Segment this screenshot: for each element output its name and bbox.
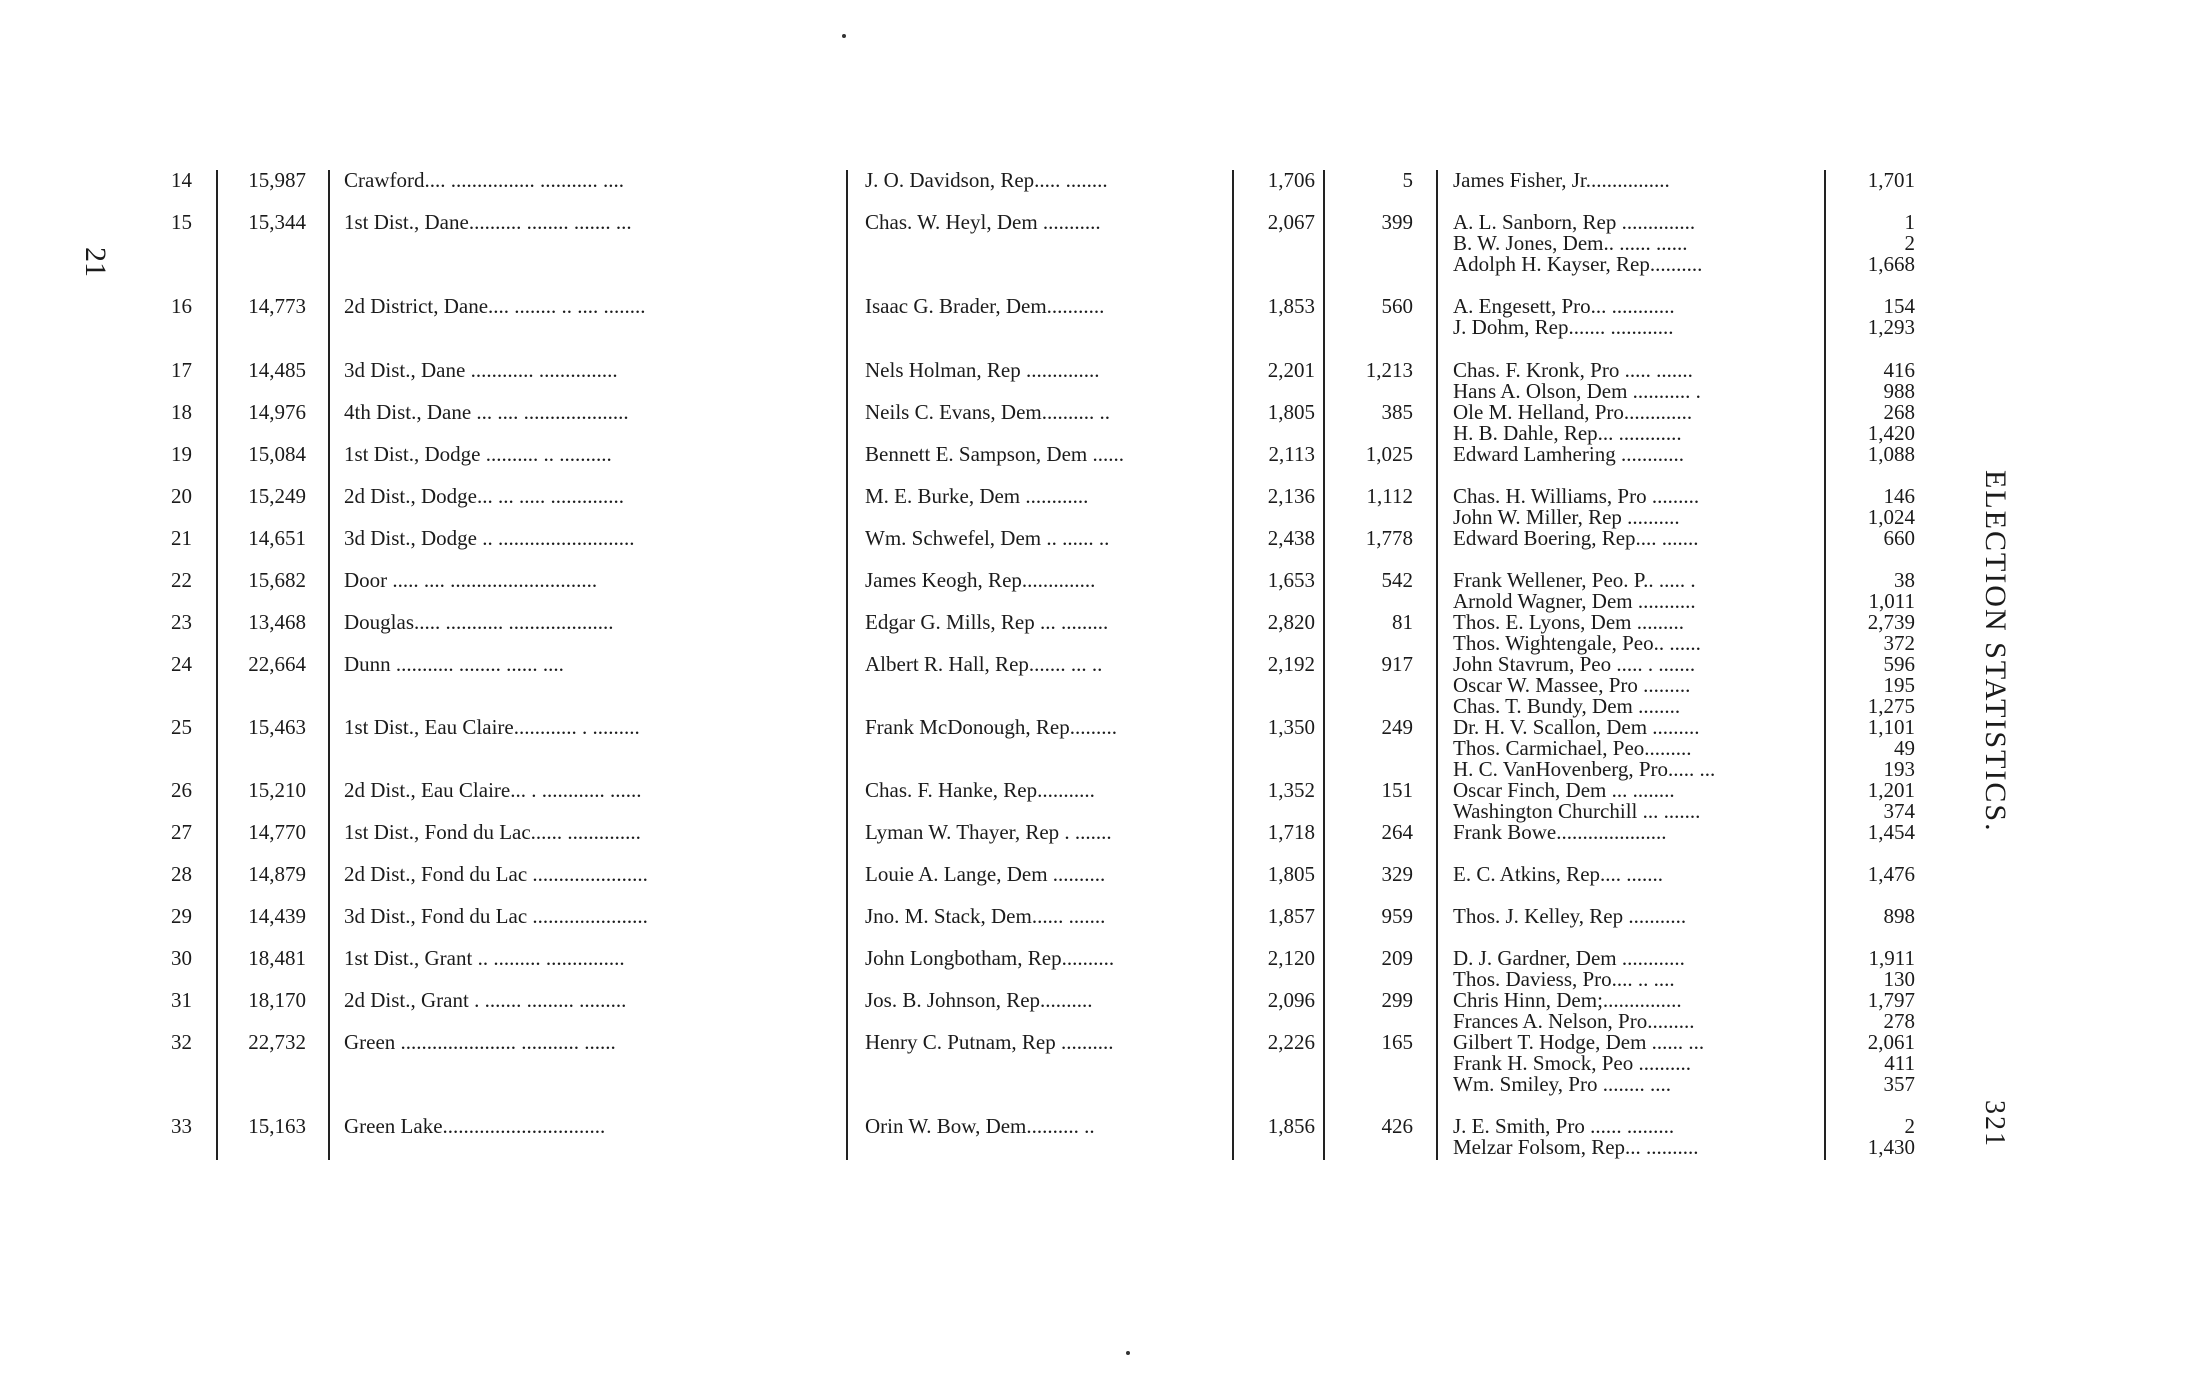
opponent-name: Frances A. Nelson, Pro......... <box>1453 1009 1695 1033</box>
population: 15,210 <box>248 778 306 802</box>
opponent-votes <box>1835 360 1915 402</box>
winner-votes: 1,857 <box>1267 904 1315 928</box>
plurality: 299 <box>1381 988 1413 1012</box>
opponents <box>1453 1116 1823 1158</box>
speck <box>1126 1351 1130 1355</box>
column-rule <box>328 170 330 1160</box>
opponent-vote-count: 372 <box>1883 631 1915 655</box>
district-number: 28 <box>171 862 192 886</box>
opponent-votes <box>1835 654 1915 717</box>
opponent-name: A. Engesett, Pro... ............ <box>1453 294 1675 318</box>
opponent-name: James Fisher, Jr................ <box>1453 168 1670 192</box>
district-number: 30 <box>171 946 192 970</box>
winner-votes: 1,352 <box>1267 778 1315 802</box>
opponents <box>1453 360 1823 402</box>
population: 22,664 <box>248 652 306 676</box>
opponent-votes <box>1835 612 1915 654</box>
opponent-vote-count: 146 <box>1883 484 1915 508</box>
opponent-name: Gilbert T. Hodge, Dem ...... ... <box>1453 1030 1705 1054</box>
district-number: 16 <box>171 294 192 318</box>
column-rule <box>1436 170 1438 1160</box>
plurality: 81 <box>1392 610 1413 634</box>
winner-name: Edgar G. Mills, Rep ... ......... <box>865 610 1109 634</box>
winner-votes: 2,820 <box>1267 610 1315 634</box>
district-number: 32 <box>171 1030 192 1054</box>
opponent-vote-count: 1,101 <box>1867 715 1915 739</box>
opponent-vote-count: 1,668 <box>1867 252 1915 276</box>
county-district: 2d Dist., Dodge... ... ..... .............. <box>344 484 624 508</box>
district-number: 23 <box>171 610 192 634</box>
opponent-name: Chas. T. Bundy, Dem ........ <box>1453 694 1681 718</box>
opponent-vote-count: 2 <box>1904 231 1915 255</box>
winner-name: Bennett E. Sampson, Dem ...... <box>865 442 1124 466</box>
winner-votes: 2,113 <box>1268 442 1315 466</box>
district-number: 18 <box>171 400 192 424</box>
opponent-vote-count: 1,420 <box>1867 421 1915 445</box>
population: 15,987 <box>248 168 306 192</box>
county-district: 1st Dist., Grant .. ......... ............... <box>344 946 625 970</box>
district-number: 19 <box>171 442 192 466</box>
opponent-name: Thos. E. Lyons, Dem ......... <box>1453 610 1684 634</box>
opponent-vote-count: 2,061 <box>1867 1030 1915 1054</box>
population: 15,249 <box>248 484 306 508</box>
population: 15,682 <box>248 568 306 592</box>
opponent-vote-count: 2,739 <box>1867 610 1915 634</box>
opponent-name: Frank Wellener, Peo. P.. ..... . <box>1453 568 1696 592</box>
opponent-vote-count: 596 <box>1883 652 1915 676</box>
opponent-votes <box>1835 570 1915 612</box>
opponent-vote-count: 154 <box>1883 294 1915 318</box>
winner-votes: 2,096 <box>1267 988 1315 1012</box>
opponent-vote-count: 1,088 <box>1867 442 1915 466</box>
winner-name: Henry C. Putnam, Rep .......... <box>865 1030 1114 1054</box>
winner-votes: 2,136 <box>1267 484 1315 508</box>
population: 15,084 <box>248 442 306 466</box>
district-number: 33 <box>171 1114 192 1138</box>
column-rule <box>1323 170 1325 1160</box>
opponents <box>1453 296 1823 338</box>
opponents <box>1453 717 1823 780</box>
opponents <box>1453 654 1823 717</box>
opponent-votes <box>1835 528 1915 549</box>
winner-name: Chas. F. Hanke, Rep........... <box>865 778 1095 802</box>
plurality: 1,213 <box>1365 358 1413 382</box>
opponent-vote-count: 1,701 <box>1867 168 1915 192</box>
opponents <box>1453 170 1823 191</box>
opponent-votes <box>1835 948 1915 990</box>
opponents <box>1453 402 1823 444</box>
county-district: 3d Dist., Dane ............ ............... <box>344 358 618 382</box>
plurality: 151 <box>1381 778 1413 802</box>
opponents <box>1453 212 1823 275</box>
opponent-vote-count: 988 <box>1883 379 1915 403</box>
winner-name: James Keogh, Rep.............. <box>865 568 1096 592</box>
district-number: 17 <box>171 358 192 382</box>
district-number: 15 <box>171 210 192 234</box>
district-number: 26 <box>171 778 192 802</box>
opponent-name: Chas. F. Kronk, Pro ..... ....... <box>1453 358 1693 382</box>
winner-name: Nels Holman, Rep .............. <box>865 358 1100 382</box>
population: 15,163 <box>248 1114 306 1138</box>
opponents <box>1453 486 1823 528</box>
county-district: Door ..... .... ............................ <box>344 568 598 592</box>
opponent-vote-count: 268 <box>1883 400 1915 424</box>
district-number: 31 <box>171 988 192 1012</box>
opponent-name: Dr. H. V. Scallon, Dem ......... <box>1453 715 1700 739</box>
plurality: 329 <box>1381 862 1413 886</box>
population: 14,439 <box>248 904 306 928</box>
county-district: 3d Dist., Dodge .. .......................... <box>344 526 635 550</box>
opponent-vote-count: 1,476 <box>1867 862 1915 886</box>
opponent-vote-count: 1,011 <box>1868 589 1915 613</box>
winner-votes: 1,718 <box>1267 820 1315 844</box>
district-number: 21 <box>171 526 192 550</box>
winner-name: Jos. B. Johnson, Rep.......... <box>865 988 1093 1012</box>
opponent-vote-count: 1,454 <box>1867 820 1915 844</box>
winner-name: Wm. Schwefel, Dem .. ...... .. <box>865 526 1110 550</box>
opponent-name: Frank H. Smock, Peo .......... <box>1453 1051 1691 1075</box>
opponent-name: Oscar Finch, Dem ... ........ <box>1453 778 1675 802</box>
county-district: 1st Dist., Eau Claire............ . ......... <box>344 715 640 739</box>
plurality: 5 <box>1402 168 1413 192</box>
opponent-name: Oscar W. Massee, Pro ......... <box>1453 673 1691 697</box>
winner-name: J. O. Davidson, Rep..... ........ <box>865 168 1108 192</box>
opponent-votes <box>1835 990 1915 1032</box>
opponents <box>1453 444 1823 465</box>
winner-votes: 1,653 <box>1267 568 1315 592</box>
opponent-name: John W. Miller, Rep .......... <box>1453 505 1680 529</box>
opponent-votes <box>1835 780 1915 822</box>
opponent-votes <box>1835 822 1915 843</box>
county-district: 1st Dist., Fond du Lac...... .............. <box>344 820 641 844</box>
opponents <box>1453 990 1823 1032</box>
population: 18,170 <box>248 988 306 1012</box>
winner-name: Louie A. Lange, Dem .......... <box>865 862 1106 886</box>
district-number: 14 <box>171 168 192 192</box>
winner-votes: 1,805 <box>1267 862 1315 886</box>
winner-votes: 2,120 <box>1267 946 1315 970</box>
winner-name: Isaac G. Brader, Dem........... <box>865 294 1105 318</box>
district-number: 24 <box>171 652 192 676</box>
opponent-name: Frank Bowe..................... <box>1453 820 1667 844</box>
winner-votes: 1,853 <box>1267 294 1315 318</box>
winner-votes: 1,856 <box>1267 1114 1315 1138</box>
opponent-vote-count: 1,430 <box>1867 1135 1915 1159</box>
plurality: 917 <box>1381 652 1413 676</box>
winner-name: Orin W. Bow, Dem.......... .. <box>865 1114 1095 1138</box>
opponent-vote-count: 195 <box>1883 673 1915 697</box>
opponent-vote-count: 49 <box>1894 736 1915 760</box>
plurality: 1,025 <box>1365 442 1413 466</box>
county-district: 2d District, Dane.... ........ .. .... ........ <box>344 294 646 318</box>
column-rule <box>1824 170 1826 1160</box>
plurality: 959 <box>1381 904 1413 928</box>
opponent-votes <box>1835 717 1915 780</box>
plurality: 560 <box>1381 294 1413 318</box>
opponent-name: Wm. Smiley, Pro ........ .... <box>1453 1072 1671 1096</box>
opponent-name: D. J. Gardner, Dem ............ <box>1453 946 1685 970</box>
county-district: 3d Dist., Fond du Lac ...................... <box>344 904 648 928</box>
county-district: 4th Dist., Dane ... .... .................... <box>344 400 629 424</box>
opponent-name: Chris Hinn, Dem;............... <box>1453 988 1682 1012</box>
winner-votes: 2,192 <box>1267 652 1315 676</box>
population: 14,651 <box>248 526 306 550</box>
opponent-vote-count: 1 <box>1904 210 1915 234</box>
opponent-name: H. C. VanHovenberg, Pro..... ... <box>1453 757 1716 781</box>
district-number: 27 <box>171 820 192 844</box>
opponent-vote-count: 130 <box>1883 967 1915 991</box>
county-district: 2d Dist., Eau Claire... . ............ ...... <box>344 778 642 802</box>
opponent-name: Thos. Carmichael, Peo......... <box>1453 736 1692 760</box>
plurality: 249 <box>1381 715 1413 739</box>
population: 15,344 <box>248 210 306 234</box>
winner-name: Chas. W. Heyl, Dem ........... <box>865 210 1101 234</box>
opponent-votes <box>1835 1116 1915 1158</box>
population: 22,732 <box>248 1030 306 1054</box>
opponent-votes <box>1835 212 1915 275</box>
opponent-votes <box>1835 402 1915 444</box>
opponent-vote-count: 1,275 <box>1867 694 1915 718</box>
opponent-votes <box>1835 170 1915 191</box>
plurality: 209 <box>1381 946 1413 970</box>
winner-votes: 2,226 <box>1267 1030 1315 1054</box>
district-number: 25 <box>171 715 192 739</box>
opponents <box>1453 822 1823 843</box>
opponent-vote-count: 1,024 <box>1867 505 1915 529</box>
winner-name: Lyman W. Thayer, Rep . ....... <box>865 820 1112 844</box>
plurality: 542 <box>1381 568 1413 592</box>
opponents <box>1453 780 1823 822</box>
winner-name: Jno. M. Stack, Dem...... ....... <box>865 904 1106 928</box>
opponent-vote-count: 1,911 <box>1868 946 1915 970</box>
county-district: 1st Dist., Dodge .......... .. .......... <box>344 442 612 466</box>
county-district: Crawford.... ................ ........... .... <box>344 168 624 192</box>
county-district: 1st Dist., Dane.......... ........ ....... ... <box>344 210 632 234</box>
opponent-vote-count: 1,293 <box>1867 315 1915 339</box>
opponent-vote-count: 898 <box>1883 904 1915 928</box>
opponent-name: Edward Boering, Rep.... ....... <box>1453 526 1699 550</box>
opponent-votes <box>1835 1032 1915 1095</box>
opponents <box>1453 906 1823 927</box>
district-number: 22 <box>171 568 192 592</box>
column-rule <box>846 170 848 1160</box>
plurality: 1,778 <box>1365 526 1413 550</box>
opponent-name: E. C. Atkins, Rep.... ....... <box>1453 862 1664 886</box>
county-district: Green Lake............................... <box>344 1114 606 1138</box>
population: 14,773 <box>248 294 306 318</box>
opponent-vote-count: 660 <box>1883 526 1915 550</box>
opponent-name: Thos. Daviess, Pro.... .. .... <box>1453 967 1675 991</box>
plurality: 426 <box>1381 1114 1413 1138</box>
opponent-vote-count: 38 <box>1894 568 1915 592</box>
page-number: 321 <box>1979 1100 2010 1148</box>
opponent-name: Ole M. Helland, Pro............. <box>1453 400 1693 424</box>
population: 14,485 <box>248 358 306 382</box>
county-district: Green ...................... ........... ...... <box>344 1030 616 1054</box>
opponent-name: John Stavrum, Peo ..... . ....... <box>1453 652 1696 676</box>
opponent-votes <box>1835 864 1915 885</box>
opponent-vote-count: 411 <box>1884 1051 1915 1075</box>
county-district: Dunn ........... ........ ...... .... <box>344 652 564 676</box>
winner-votes: 2,067 <box>1267 210 1315 234</box>
left-margin-mark: 21 <box>79 247 112 277</box>
column-rule <box>216 170 218 1160</box>
opponent-name: Hans A. Olson, Dem ........... . <box>1453 379 1701 403</box>
opponent-name: J. E. Smith, Pro ...... ......... <box>1453 1114 1675 1138</box>
opponent-name: Washington Churchill ... ....... <box>1453 799 1701 823</box>
population: 13,468 <box>248 610 306 634</box>
population: 14,976 <box>248 400 306 424</box>
population: 15,463 <box>248 715 306 739</box>
plurality: 399 <box>1381 210 1413 234</box>
opponents <box>1453 864 1823 885</box>
opponent-votes <box>1835 906 1915 927</box>
winner-name: John Longbotham, Rep.......... <box>865 946 1115 970</box>
opponent-vote-count: 374 <box>1883 799 1915 823</box>
county-district: 2d Dist., Fond du Lac ...................... <box>344 862 648 886</box>
opponent-votes <box>1835 486 1915 528</box>
opponent-votes <box>1835 296 1915 338</box>
opponent-name: Arnold Wagner, Dem ........... <box>1453 589 1696 613</box>
opponent-vote-count: 278 <box>1883 1009 1915 1033</box>
winner-name: M. E. Burke, Dem ............ <box>865 484 1089 508</box>
opponent-vote-count: 416 <box>1883 358 1915 382</box>
plurality: 1,112 <box>1366 484 1413 508</box>
opponent-name: J. Dohm, Rep....... ............ <box>1453 315 1674 339</box>
opponents <box>1453 1032 1823 1095</box>
opponent-name: Melzar Folsom, Rep... .......... <box>1453 1135 1699 1159</box>
opponent-name: Adolph H. Kayser, Rep.......... <box>1453 252 1703 276</box>
opponent-votes <box>1835 444 1915 465</box>
opponent-vote-count: 193 <box>1883 757 1915 781</box>
opponent-name: Chas. H. Williams, Pro ......... <box>1453 484 1700 508</box>
winner-votes: 1,706 <box>1267 168 1315 192</box>
opponent-name: Edward Lamhering ............ <box>1453 442 1684 466</box>
district-number: 29 <box>171 904 192 928</box>
winner-name: Neils C. Evans, Dem.......... .. <box>865 400 1110 424</box>
opponent-vote-count: 357 <box>1883 1072 1915 1096</box>
winner-votes: 1,805 <box>1267 400 1315 424</box>
speck <box>842 34 846 38</box>
opponents <box>1453 612 1823 654</box>
opponents <box>1453 528 1823 549</box>
plurality: 264 <box>1381 820 1413 844</box>
county-district: Douglas..... ........... .................... <box>344 610 614 634</box>
opponents <box>1453 948 1823 990</box>
population: 14,879 <box>248 862 306 886</box>
opponent-name: H. B. Dahle, Rep... ............ <box>1453 421 1682 445</box>
county-district: 2d Dist., Grant . ....... ......... ......... <box>344 988 627 1012</box>
opponents <box>1453 570 1823 612</box>
column-rule <box>1232 170 1234 1160</box>
plurality: 165 <box>1381 1030 1413 1054</box>
opponent-vote-count: 1,201 <box>1867 778 1915 802</box>
opponent-vote-count: 1,797 <box>1867 988 1915 1012</box>
running-title: ELECTION STATISTICS. <box>1979 470 2012 833</box>
winner-votes: 1,350 <box>1267 715 1315 739</box>
district-number: 20 <box>171 484 192 508</box>
opponent-name: B. W. Jones, Dem.. ...... ...... <box>1453 231 1688 255</box>
opponent-name: A. L. Sanborn, Rep .............. <box>1453 210 1696 234</box>
winner-name: Frank McDonough, Rep......... <box>865 715 1117 739</box>
opponent-name: Thos. Wightengale, Peo.. ...... <box>1453 631 1701 655</box>
opponent-name: Thos. J. Kelley, Rep ........... <box>1453 904 1687 928</box>
winner-votes: 2,438 <box>1267 526 1315 550</box>
winner-name: Albert R. Hall, Rep....... ... .. <box>865 652 1103 676</box>
opponent-vote-count: 2 <box>1904 1114 1915 1138</box>
population: 14,770 <box>248 820 306 844</box>
plurality: 385 <box>1381 400 1413 424</box>
winner-votes: 2,201 <box>1267 358 1315 382</box>
population: 18,481 <box>248 946 306 970</box>
